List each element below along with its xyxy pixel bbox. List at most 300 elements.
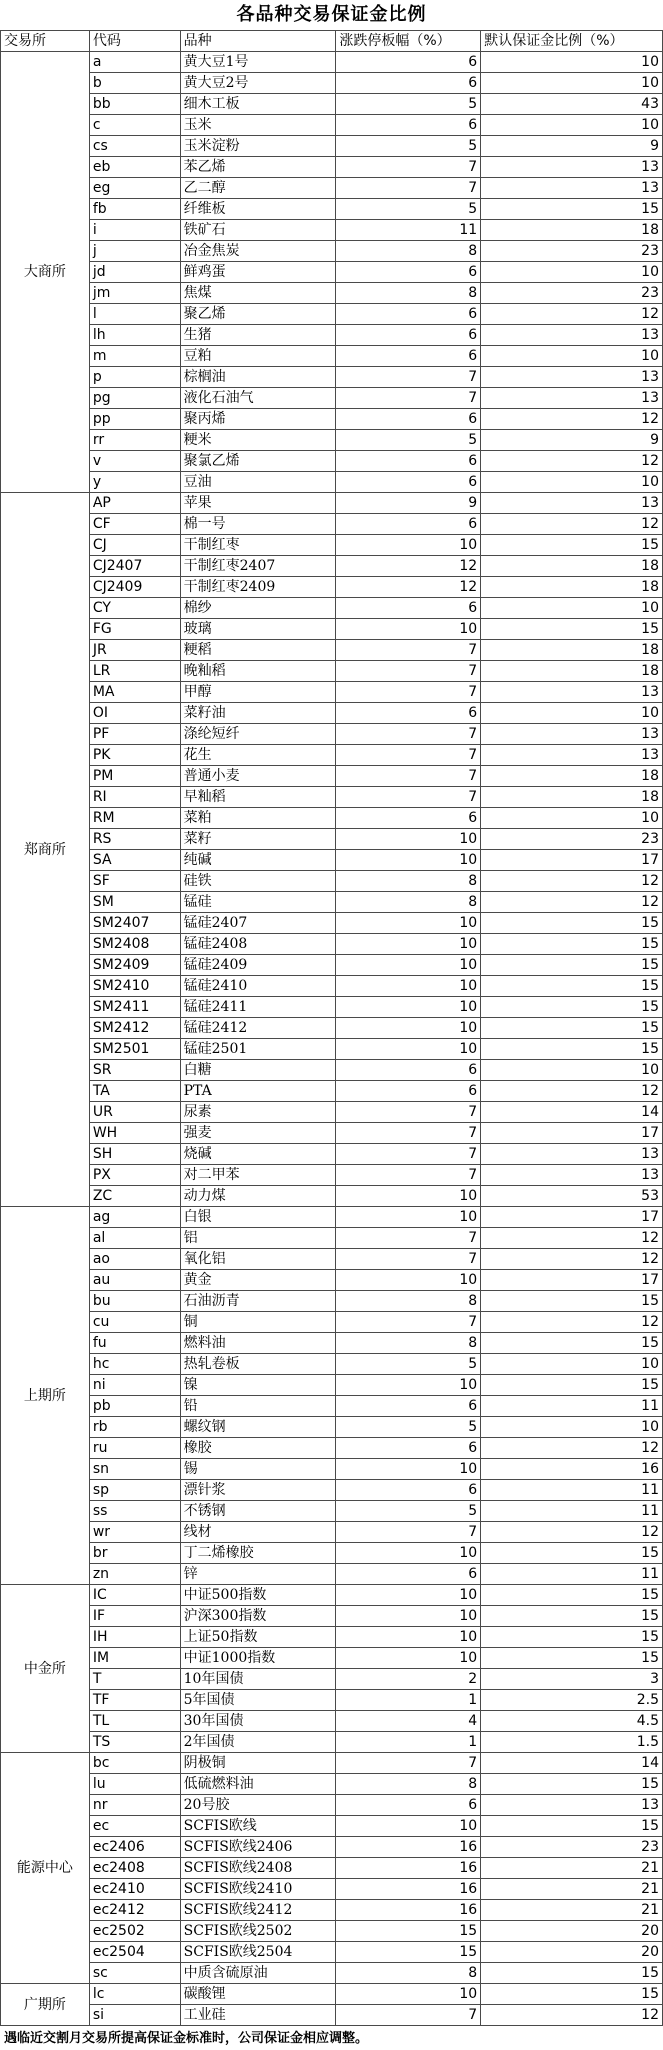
table-row (1, 1417, 663, 1438)
name-cell: 燃料油 (180, 1333, 336, 1354)
limit-cell: 10 (336, 1375, 481, 1396)
code-cell: JR (89, 640, 180, 661)
code-cell: RM (89, 808, 180, 829)
limit-cell: 6 (336, 1564, 481, 1585)
margin-cell: 13 (481, 493, 663, 514)
code-cell: pg (89, 388, 180, 409)
page-title: 各品种交易保证金比例 (236, 4, 427, 25)
table-row (1, 913, 663, 934)
name-cell: 上证50指数 (180, 1627, 336, 1648)
table-row (1, 1606, 663, 1627)
code-cell: SA (89, 850, 180, 871)
name-cell: 甲醇 (180, 682, 336, 703)
name-cell: 黄大豆1号 (180, 52, 336, 73)
limit-cell: 5 (336, 430, 481, 451)
name-cell: 干制红枣2409 (180, 577, 336, 598)
name-cell: SCFIS欧线2410 (180, 1879, 336, 1900)
name-cell: 菜籽 (180, 829, 336, 850)
header-row (1, 31, 663, 52)
name-cell: 玉米淀粉 (180, 136, 336, 157)
code-cell: si (89, 2005, 180, 2026)
name-cell: 玻璃 (180, 619, 336, 640)
name-cell: 聚丙烯 (180, 409, 336, 430)
table-row (1, 1186, 663, 1207)
name-cell: 黄金 (180, 1270, 336, 1291)
code-cell: jm (89, 283, 180, 304)
name-cell: 干制红枣 (180, 535, 336, 556)
margin-cell: 18 (481, 766, 663, 787)
code-cell: nr (89, 1795, 180, 1816)
limit-cell: 7 (336, 745, 481, 766)
limit-cell: 6 (336, 115, 481, 136)
name-cell: 棉纱 (180, 598, 336, 619)
code-cell: OI (89, 703, 180, 724)
limit-cell: 7 (336, 1165, 481, 1186)
limit-cell: 15 (336, 1921, 481, 1942)
table-row (1, 1501, 663, 1522)
limit-cell: 1 (336, 1690, 481, 1711)
margin-cell: 15 (481, 1585, 663, 1606)
limit-cell: 10 (336, 1816, 481, 1837)
limit-cell: 10 (336, 934, 481, 955)
margin-cell: 12 (481, 1522, 663, 1543)
table-row (1, 766, 663, 787)
code-cell: ec2502 (89, 1921, 180, 1942)
table-row (1, 1249, 663, 1270)
margin-cell: 10 (481, 262, 663, 283)
name-cell: SCFIS欧线2504 (180, 1942, 336, 1963)
table-row (1, 1459, 663, 1480)
code-cell: al (89, 1228, 180, 1249)
name-cell: 普通小麦 (180, 766, 336, 787)
code-cell: PK (89, 745, 180, 766)
margin-cell: 13 (481, 724, 663, 745)
margin-cell: 12 (481, 2005, 663, 2026)
name-cell: 强麦 (180, 1123, 336, 1144)
margin-cell: 13 (481, 1144, 663, 1165)
margin-cell: 10 (481, 1417, 663, 1438)
code-cell: lh (89, 325, 180, 346)
limit-cell: 8 (336, 892, 481, 913)
limit-cell: 7 (336, 1102, 481, 1123)
margin-cell: 12 (481, 514, 663, 535)
limit-cell: 10 (336, 913, 481, 934)
table-row (1, 1081, 663, 1102)
name-cell: 铁矿石 (180, 220, 336, 241)
table-row (1, 1795, 663, 1816)
name-cell: 豆粕 (180, 346, 336, 367)
margin-cell: 15 (481, 1984, 663, 2005)
name-cell: 苹果 (180, 493, 336, 514)
code-cell: UR (89, 1102, 180, 1123)
table-row (1, 892, 663, 913)
margin-cell: 12 (481, 304, 663, 325)
name-cell: 30年国债 (180, 1711, 336, 1732)
limit-cell: 7 (336, 724, 481, 745)
code-cell: p (89, 367, 180, 388)
name-cell: 干制红枣2407 (180, 556, 336, 577)
code-cell: rr (89, 430, 180, 451)
name-cell: 锡 (180, 1459, 336, 1480)
limit-cell: 7 (336, 1312, 481, 1333)
limit-cell: 7 (336, 661, 481, 682)
margin-cell: 12 (481, 1249, 663, 1270)
limit-cell: 10 (336, 976, 481, 997)
name-cell: PTA (180, 1081, 336, 1102)
margin-cell: 11 (481, 1501, 663, 1522)
name-cell: 纯碱 (180, 850, 336, 871)
code-cell: MA (89, 682, 180, 703)
name-cell: 烧碱 (180, 1144, 336, 1165)
code-cell: hc (89, 1354, 180, 1375)
name-cell: 硅铁 (180, 871, 336, 892)
limit-cell: 8 (336, 1963, 481, 1984)
limit-cell: 7 (336, 388, 481, 409)
code-cell: ss (89, 1501, 180, 1522)
margin-cell: 17 (481, 1207, 663, 1228)
limit-cell: 6 (336, 346, 481, 367)
name-cell: 动力煤 (180, 1186, 336, 1207)
code-cell: PM (89, 766, 180, 787)
name-cell: 冶金焦炭 (180, 241, 336, 262)
code-cell: l (89, 304, 180, 325)
table-row (1, 409, 663, 430)
code-cell: c (89, 115, 180, 136)
code-cell: wr (89, 1522, 180, 1543)
limit-cell: 6 (336, 451, 481, 472)
margin-cell: 10 (481, 598, 663, 619)
limit-cell: 7 (336, 1228, 481, 1249)
code-cell: lu (89, 1774, 180, 1795)
code-cell: j (89, 241, 180, 262)
margin-cell: 15 (481, 913, 663, 934)
table-row (1, 1144, 663, 1165)
exchange-cell: 郑商所 (1, 493, 90, 1207)
limit-cell: 10 (336, 1186, 481, 1207)
code-cell: FG (89, 619, 180, 640)
margin-cell: 18 (481, 577, 663, 598)
table-row (1, 1333, 663, 1354)
table-row (1, 1963, 663, 1984)
margin-cell: 15 (481, 1627, 663, 1648)
limit-cell: 10 (336, 1018, 481, 1039)
limit-cell: 8 (336, 283, 481, 304)
table-row (1, 724, 663, 745)
code-cell: ec2408 (89, 1858, 180, 1879)
margin-cell: 13 (481, 1165, 663, 1186)
limit-cell: 11 (336, 220, 481, 241)
margin-cell: 12 (481, 892, 663, 913)
code-cell: br (89, 1543, 180, 1564)
code-cell: SM2410 (89, 976, 180, 997)
limit-cell: 7 (336, 1249, 481, 1270)
name-cell: SCFIS欧线2406 (180, 1837, 336, 1858)
code-cell: CF (89, 514, 180, 535)
margin-cell: 23 (481, 829, 663, 850)
limit-cell: 6 (336, 1081, 481, 1102)
code-cell: eb (89, 157, 180, 178)
margin-cell: 15 (481, 1606, 663, 1627)
limit-cell: 10 (336, 1270, 481, 1291)
margin-cell: 4.5 (481, 1711, 663, 1732)
limit-cell: 10 (336, 1585, 481, 1606)
margin-cell: 10 (481, 1060, 663, 1081)
table-row (1, 703, 663, 724)
margin-cell: 15 (481, 1291, 663, 1312)
table-row (1, 1207, 663, 1228)
limit-cell: 10 (336, 1606, 481, 1627)
table-row (1, 1648, 663, 1669)
limit-cell: 6 (336, 1438, 481, 1459)
table-row (1, 682, 663, 703)
name-cell: 20号胶 (180, 1795, 336, 1816)
name-cell: 粳稻 (180, 640, 336, 661)
header-margin: 默认保证金比例（%） (481, 31, 663, 52)
limit-cell: 7 (336, 1123, 481, 1144)
limit-cell: 6 (336, 262, 481, 283)
limit-cell: 12 (336, 556, 481, 577)
limit-cell: 16 (336, 1837, 481, 1858)
table-body (1, 31, 663, 2026)
name-cell: 锰硅 (180, 892, 336, 913)
limit-cell: 5 (336, 199, 481, 220)
limit-cell: 10 (336, 1543, 481, 1564)
margin-cell: 17 (481, 1123, 663, 1144)
code-cell: PF (89, 724, 180, 745)
code-cell: CJ2407 (89, 556, 180, 577)
margin-cell: 13 (481, 178, 663, 199)
margin-cell: 15 (481, 199, 663, 220)
exchange-cell: 广期所 (1, 1984, 90, 2026)
margin-cell: 10 (481, 808, 663, 829)
header-limit: 涨跌停板幅（%） (336, 31, 481, 52)
margin-cell: 12 (481, 1081, 663, 1102)
limit-cell: 7 (336, 682, 481, 703)
limit-cell: 6 (336, 1060, 481, 1081)
code-cell: bb (89, 94, 180, 115)
exchange-cell: 中金所 (1, 1585, 90, 1753)
name-cell: SCFIS欧线2412 (180, 1900, 336, 1921)
code-cell: LR (89, 661, 180, 682)
code-cell: i (89, 220, 180, 241)
limit-cell: 10 (336, 535, 481, 556)
name-cell: 锰硅2501 (180, 1039, 336, 1060)
table-row (1, 1060, 663, 1081)
margin-cell: 15 (481, 1816, 663, 1837)
table-row (1, 1270, 663, 1291)
margin-cell: 12 (481, 1228, 663, 1249)
limit-cell: 7 (336, 2005, 481, 2026)
table-row (1, 1018, 663, 1039)
table-row (1, 1375, 663, 1396)
table-row (1, 1732, 663, 1753)
table-row (1, 157, 663, 178)
name-cell: 液化石油气 (180, 388, 336, 409)
limit-cell: 6 (336, 808, 481, 829)
limit-cell: 7 (336, 1144, 481, 1165)
table-row (1, 1396, 663, 1417)
margin-cell: 12 (481, 409, 663, 430)
name-cell: 乙二醇 (180, 178, 336, 199)
code-cell: CJ (89, 535, 180, 556)
name-cell: 铅 (180, 1396, 336, 1417)
name-cell: 2年国债 (180, 1732, 336, 1753)
limit-cell: 7 (336, 640, 481, 661)
name-cell: 菜籽油 (180, 703, 336, 724)
margin-cell: 16 (481, 1459, 663, 1480)
margin-cell: 9 (481, 136, 663, 157)
code-cell: ec2406 (89, 1837, 180, 1858)
table-row (1, 976, 663, 997)
table-row (1, 997, 663, 1018)
table-row (1, 430, 663, 451)
table-row (1, 451, 663, 472)
name-cell: 白糖 (180, 1060, 336, 1081)
limit-cell: 16 (336, 1900, 481, 1921)
exchange-cell: 大商所 (1, 52, 90, 493)
table-row (1, 1774, 663, 1795)
table-row (1, 73, 663, 94)
margin-cell: 12 (481, 1438, 663, 1459)
name-cell: 鲜鸡蛋 (180, 262, 336, 283)
margin-cell: 20 (481, 1942, 663, 1963)
table-row (1, 1291, 663, 1312)
margin-cell: 18 (481, 640, 663, 661)
margin-cell: 2.5 (481, 1690, 663, 1711)
limit-cell: 10 (336, 955, 481, 976)
margin-cell: 13 (481, 367, 663, 388)
limit-cell: 10 (336, 850, 481, 871)
code-cell: SM2411 (89, 997, 180, 1018)
name-cell: 镍 (180, 1375, 336, 1396)
code-cell: cu (89, 1312, 180, 1333)
limit-cell: 5 (336, 94, 481, 115)
table-row (1, 1627, 663, 1648)
limit-cell: 15 (336, 1942, 481, 1963)
code-cell: bu (89, 1291, 180, 1312)
margin-cell: 14 (481, 1102, 663, 1123)
margin-cell: 15 (481, 1333, 663, 1354)
table-row (1, 955, 663, 976)
table-row (1, 619, 663, 640)
header-code: 代码 (89, 31, 180, 52)
limit-cell: 10 (336, 1984, 481, 2005)
code-cell: a (89, 52, 180, 73)
margin-cell: 1.5 (481, 1732, 663, 1753)
margin-cell: 13 (481, 325, 663, 346)
code-cell: au (89, 1270, 180, 1291)
name-cell: 晚籼稻 (180, 661, 336, 682)
code-cell: bc (89, 1753, 180, 1774)
name-cell: 粳米 (180, 430, 336, 451)
code-cell: ec (89, 1816, 180, 1837)
name-cell: 棕榈油 (180, 367, 336, 388)
margin-cell: 15 (481, 976, 663, 997)
table-row (1, 514, 663, 535)
table-row (1, 241, 663, 262)
margin-table (0, 30, 663, 2026)
table-row (1, 829, 663, 850)
code-cell: ni (89, 1375, 180, 1396)
code-cell: ec2504 (89, 1942, 180, 1963)
margin-cell: 15 (481, 535, 663, 556)
name-cell: 锰硅2411 (180, 997, 336, 1018)
limit-cell: 1 (336, 1732, 481, 1753)
code-cell: lc (89, 1984, 180, 2005)
code-cell: ru (89, 1438, 180, 1459)
table-row (1, 1102, 663, 1123)
limit-cell: 10 (336, 619, 481, 640)
table-row (1, 178, 663, 199)
table-row (1, 745, 663, 766)
limit-cell: 7 (336, 766, 481, 787)
code-cell: IM (89, 1648, 180, 1669)
table-row (1, 1480, 663, 1501)
table-row (1, 472, 663, 493)
table-row (1, 871, 663, 892)
limit-cell: 7 (336, 787, 481, 808)
margin-cell: 10 (481, 115, 663, 136)
limit-cell: 4 (336, 1711, 481, 1732)
limit-cell: 10 (336, 1207, 481, 1228)
name-cell: 锌 (180, 1564, 336, 1585)
code-cell: CJ2409 (89, 577, 180, 598)
header-name: 品种 (180, 31, 336, 52)
code-cell: jd (89, 262, 180, 283)
limit-cell: 7 (336, 178, 481, 199)
margin-cell: 15 (481, 1543, 663, 1564)
name-cell: 线材 (180, 1522, 336, 1543)
code-cell: ag (89, 1207, 180, 1228)
code-cell: PX (89, 1165, 180, 1186)
limit-cell: 7 (336, 1753, 481, 1774)
margin-cell: 15 (481, 1774, 663, 1795)
code-cell: RI (89, 787, 180, 808)
name-cell: 黄大豆2号 (180, 73, 336, 94)
limit-cell: 8 (336, 1774, 481, 1795)
margin-cell: 10 (481, 472, 663, 493)
name-cell: 早籼稻 (180, 787, 336, 808)
limit-cell: 8 (336, 1333, 481, 1354)
code-cell: SM2412 (89, 1018, 180, 1039)
table-row (1, 808, 663, 829)
margin-cell: 10 (481, 52, 663, 73)
limit-cell: 7 (336, 1522, 481, 1543)
name-cell: 锰硅2408 (180, 934, 336, 955)
code-cell: rb (89, 1417, 180, 1438)
name-cell: 铜 (180, 1312, 336, 1333)
table-row (1, 1039, 663, 1060)
footnote: 遇临近交割月交易所提高保证金标准时，公司保证金相应调整。 (4, 2031, 369, 2046)
name-cell: 5年国债 (180, 1690, 336, 1711)
code-cell: y (89, 472, 180, 493)
code-cell: SM2408 (89, 934, 180, 955)
table-row (1, 136, 663, 157)
name-cell: 纤维板 (180, 199, 336, 220)
limit-cell: 16 (336, 1879, 481, 1900)
margin-cell: 12 (481, 451, 663, 472)
table-row (1, 598, 663, 619)
code-cell: eg (89, 178, 180, 199)
name-cell: 石油沥青 (180, 1291, 336, 1312)
table-row (1, 283, 663, 304)
name-cell: 工业硅 (180, 2005, 336, 2026)
margin-cell: 12 (481, 871, 663, 892)
table-row (1, 115, 663, 136)
margin-cell: 53 (481, 1186, 663, 1207)
table-row (1, 1564, 663, 1585)
name-cell: 玉米 (180, 115, 336, 136)
